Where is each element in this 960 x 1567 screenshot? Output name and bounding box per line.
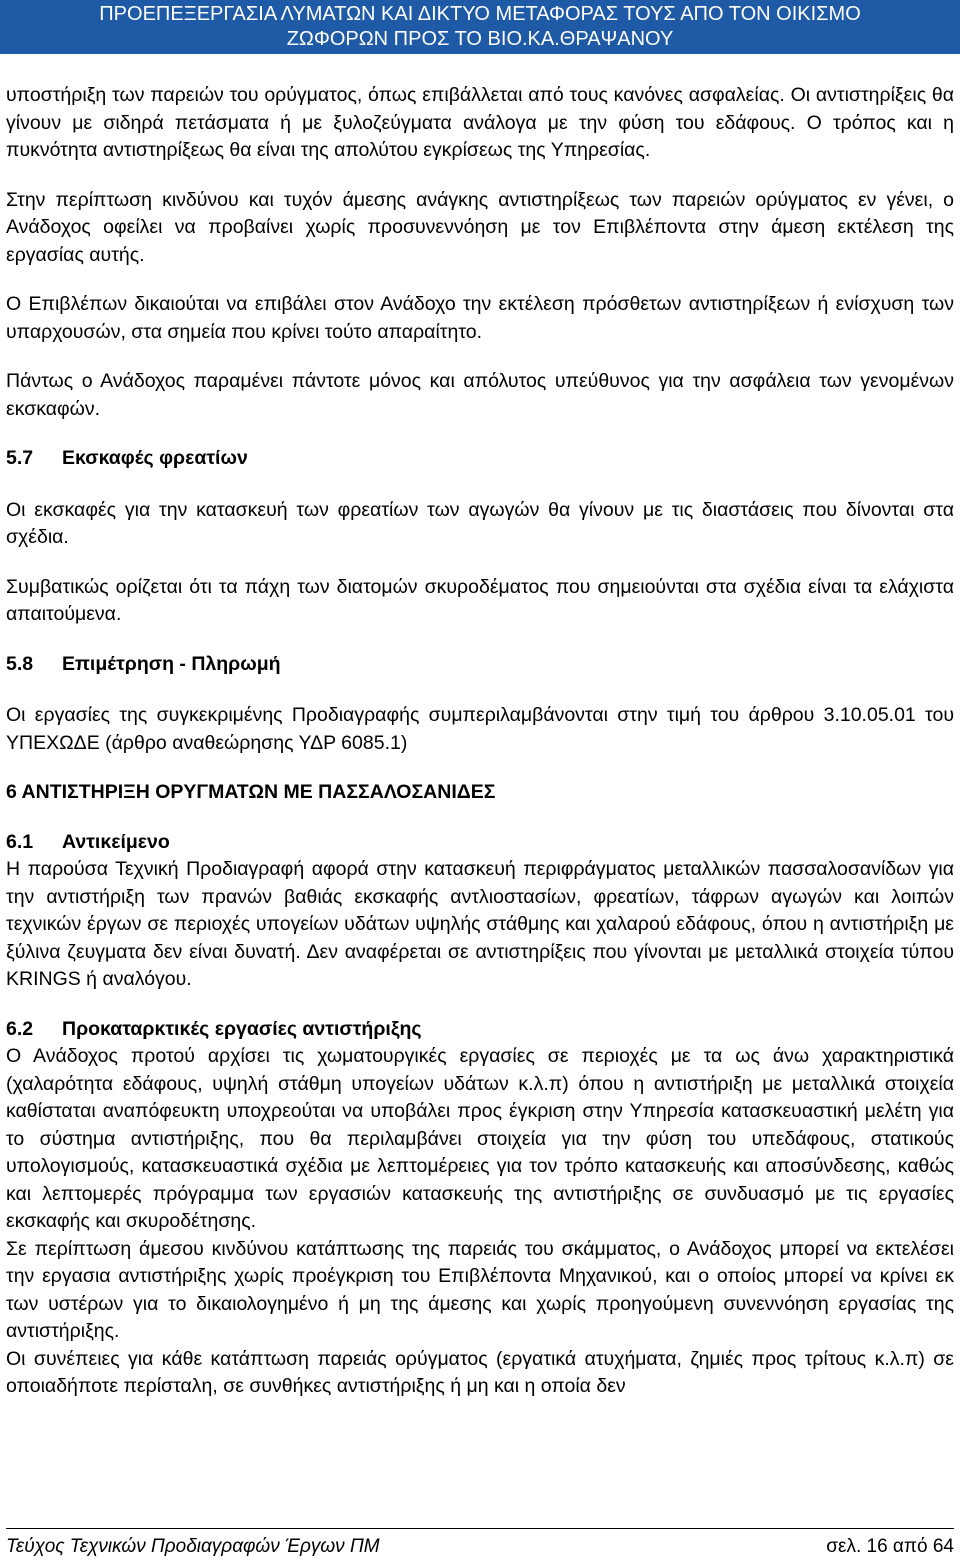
document-header [0, 0, 960, 54]
section-title-5-7: Εκσκαφές φρεατίων [62, 447, 248, 469]
section-heading-5-8 [6, 651, 954, 679]
paragraph-10: Σε περίπτωση άμεσου κινδύνου κατάπτωσης της παρειάς του σκάμματος, ο Ανάδοχος μπορεί να εκτελέσει την εργασια αντιστήριξης χωρίς προέγκριση του Επιβλέποντα Μηχανικού, και ο οποίος μπορεί να κρίνει εκ των υστέρων για το δικαιολογημένο ή μη της άμεσης και χωρίς προηγούμενη συνεννόηση εργασίας της αντιστήριξης. [6, 1237, 954, 1342]
paragraph-3: Ο Επιβλέπων δικαιούται να επιβάλει στον Ανάδοχο την εκτέλεση πρόσθετων αντιστηρίξεων ή ενίσχυση των υπαρχουσών, στα σημεία που κρίνει τούτο απαραίτητο. [6, 293, 954, 343]
section-title-6-1: Αντικείμενο [62, 830, 170, 853]
footer-page-number: σελ. 16 από 64 [826, 1536, 954, 1557]
chapter-heading-6: 6 ΑΝΤΙΣΤΗΡΙΞΗ ΟΡΥΓΜΑΤΩΝ ΜΕ ΠΑΣΣΑΛΟΣΑΝΙΔΕΣ [6, 781, 496, 803]
paragraph-4: Πάντως ο Ανάδοχος παραμένει πάντοτε μόνος και απόλυτος υπεύθυνος για την ασφάλεια των γενομένων εκσκαφών. [6, 370, 954, 420]
header-title-line-1: ΠΡΟΕΠΕΞΕΡΓΑΣΙΑ ΛΥΜΑΤΩΝ ΚΑΙ ΔΙΚΤΥΟ ΜΕΤΑΦΟΡΑΣ ΤΟΥΣ ΑΠΟ ΤΟΝ ΟΙΚΙΣΜΟ [99, 3, 861, 25]
section-heading-6-2 [6, 1016, 954, 1044]
section-number-5-8: 5.8 [6, 652, 34, 675]
section-heading-6-1 [6, 829, 954, 857]
section-number-6-1: 6.1 [6, 830, 34, 853]
paragraph-5: Οι εκσκαφές για την κατασκευή των φρεατίων των αγωγών θα γίνουν με τις διαστάσεις που δίνονται στα σχέδια. [6, 498, 954, 548]
footer-document-title: Τεύχος Τεχνικών Προδιαγραφών Έργων ΠΜ [6, 1536, 380, 1557]
section-number-6-2: 6.2 [6, 1017, 34, 1040]
document-body [6, 82, 954, 1401]
paragraph-8: Η παρούσα Τεχνική Προδιαγραφή αφορά στην κατασκευή περιφράγματος μεταλλικών πασσαλοσανίδων για την αντιστήριξη των πρανών βαθιάς εκσκαφής αντλιοστασίων, φρεατίων, τάφρων αγωγών και λοιπών τεχνικών έργων σε περιοχές υπογείων υδάτων υψηλής στάθμης και χαλαρού εδάφους, όπου η αντιστήριξη με ξύλινα ζευγματα δεν είναι δυνατή. Δεν αναφέρεται σε αντιστηρίξεις που γίνονται με μεταλλικά στοιχεία τύπου KRINGS ή αναλόγου. [6, 858, 954, 990]
paragraph-6: Συμβατικώς ορίζεται ότι τα πάχη των διατομών σκυροδέματος που σημειούνται στα σχέδια είναι τα ελάχιστα απαιτούμενα. [6, 575, 954, 625]
paragraph-11: Οι συνέπειες για κάθε κατάπτωση παρειάς ορύγματος (εργατικά ατυχήματα, ζημιές προς τρίτους κ.λ.π) σε οποιαδήποτε περίσταλη, σε συνθήκες αντιστήριξης ή μη και η οποία δεν [6, 1347, 954, 1397]
paragraph-1: υποστήριξη των παρειών του ορύγματος, όπως επιβάλλεται από τους κανόνες ασφαλείας. Οι αντιστηρίξεις θα γίνουν με σιδηρά πετάσματα ή με ξυλοζεύγματα ανάλογα με την φύση του εδάφους. Ο τρόπος και η πυκνότητα αντιστηρίξεως θα είναι της απολύτου εγκρίσεως της Υπηρεσίας. [6, 84, 954, 161]
paragraph-9: Ο Ανάδοχος προτού αρχίσει τις χωματουργικές εργασίες σε περιοχές με τα ως άνω χαρακτηριστικά (χαλαρότητα εδάφους, υψηλή στάθμη υπογείων υδάτων κ.λ.π) όπου η αντιστήριξη με μεταλλικά στοιχεία καθίσταται αναπόφευκτη υποχρεούται να υποβάλει προς έγκριση στην Υπηρεσία κατασκευαστική μελέτη για το σύστημα αντιστήριξης, που θα περιλαμβάνει στοιχεία για την φύση του υπεδάφους, στατικούς υπολογισμούς, κατασκευαστικά σχέδια με λεπτομέρειες για τον τρόπο κατασκευής και αποσύνδεσης, καθώς και λεπτομερές πρόγραμμα των εργασιών κατασκευής της αντιστήριξης σε συνδυασμό με τις εργασίες εκσκαφής και σκυροδέτησης. [6, 1045, 954, 1232]
document-footer [6, 1528, 954, 1559]
header-title-line-2: ΖΩΦΟΡΩΝ ΠΡΟΣ ΤΟ ΒΙΟ.ΚΑ.ΘΡΑΨΑΝΟΥ [286, 28, 674, 50]
paragraph-7: Οι εργασίες της συγκεκριμένης Προδιαγραφής συμπεριλαμβάνονται στην τιμή του άρθρου 3.10.05.01 του ΥΠΕΧΩΔΕ (άρθρο αναθεώρησης ΥΔΡ 6085.1) [6, 704, 954, 754]
paragraph-2: Στην περίπτωση κινδύνου και τυχόν άμεσης ανάγκης αντιστηρίξεως των παρειών ορύγματος εν γένει, ο Ανάδοχος οφείλει να προβαίνει χωρίς προσυνεννόηση με τον Επιβλέποντα στην άμεση εκτέλεση της εργασίας αυτής. [6, 188, 954, 266]
section-title-6-2: Προκαταρκτικές εργασίες αντιστήριξης [62, 1017, 422, 1040]
section-number-5-7: 5.7 [6, 447, 34, 469]
section-heading-5-7 [6, 445, 954, 473]
section-title-5-8: Επιμέτρηση - Πληρωμή [62, 652, 281, 675]
